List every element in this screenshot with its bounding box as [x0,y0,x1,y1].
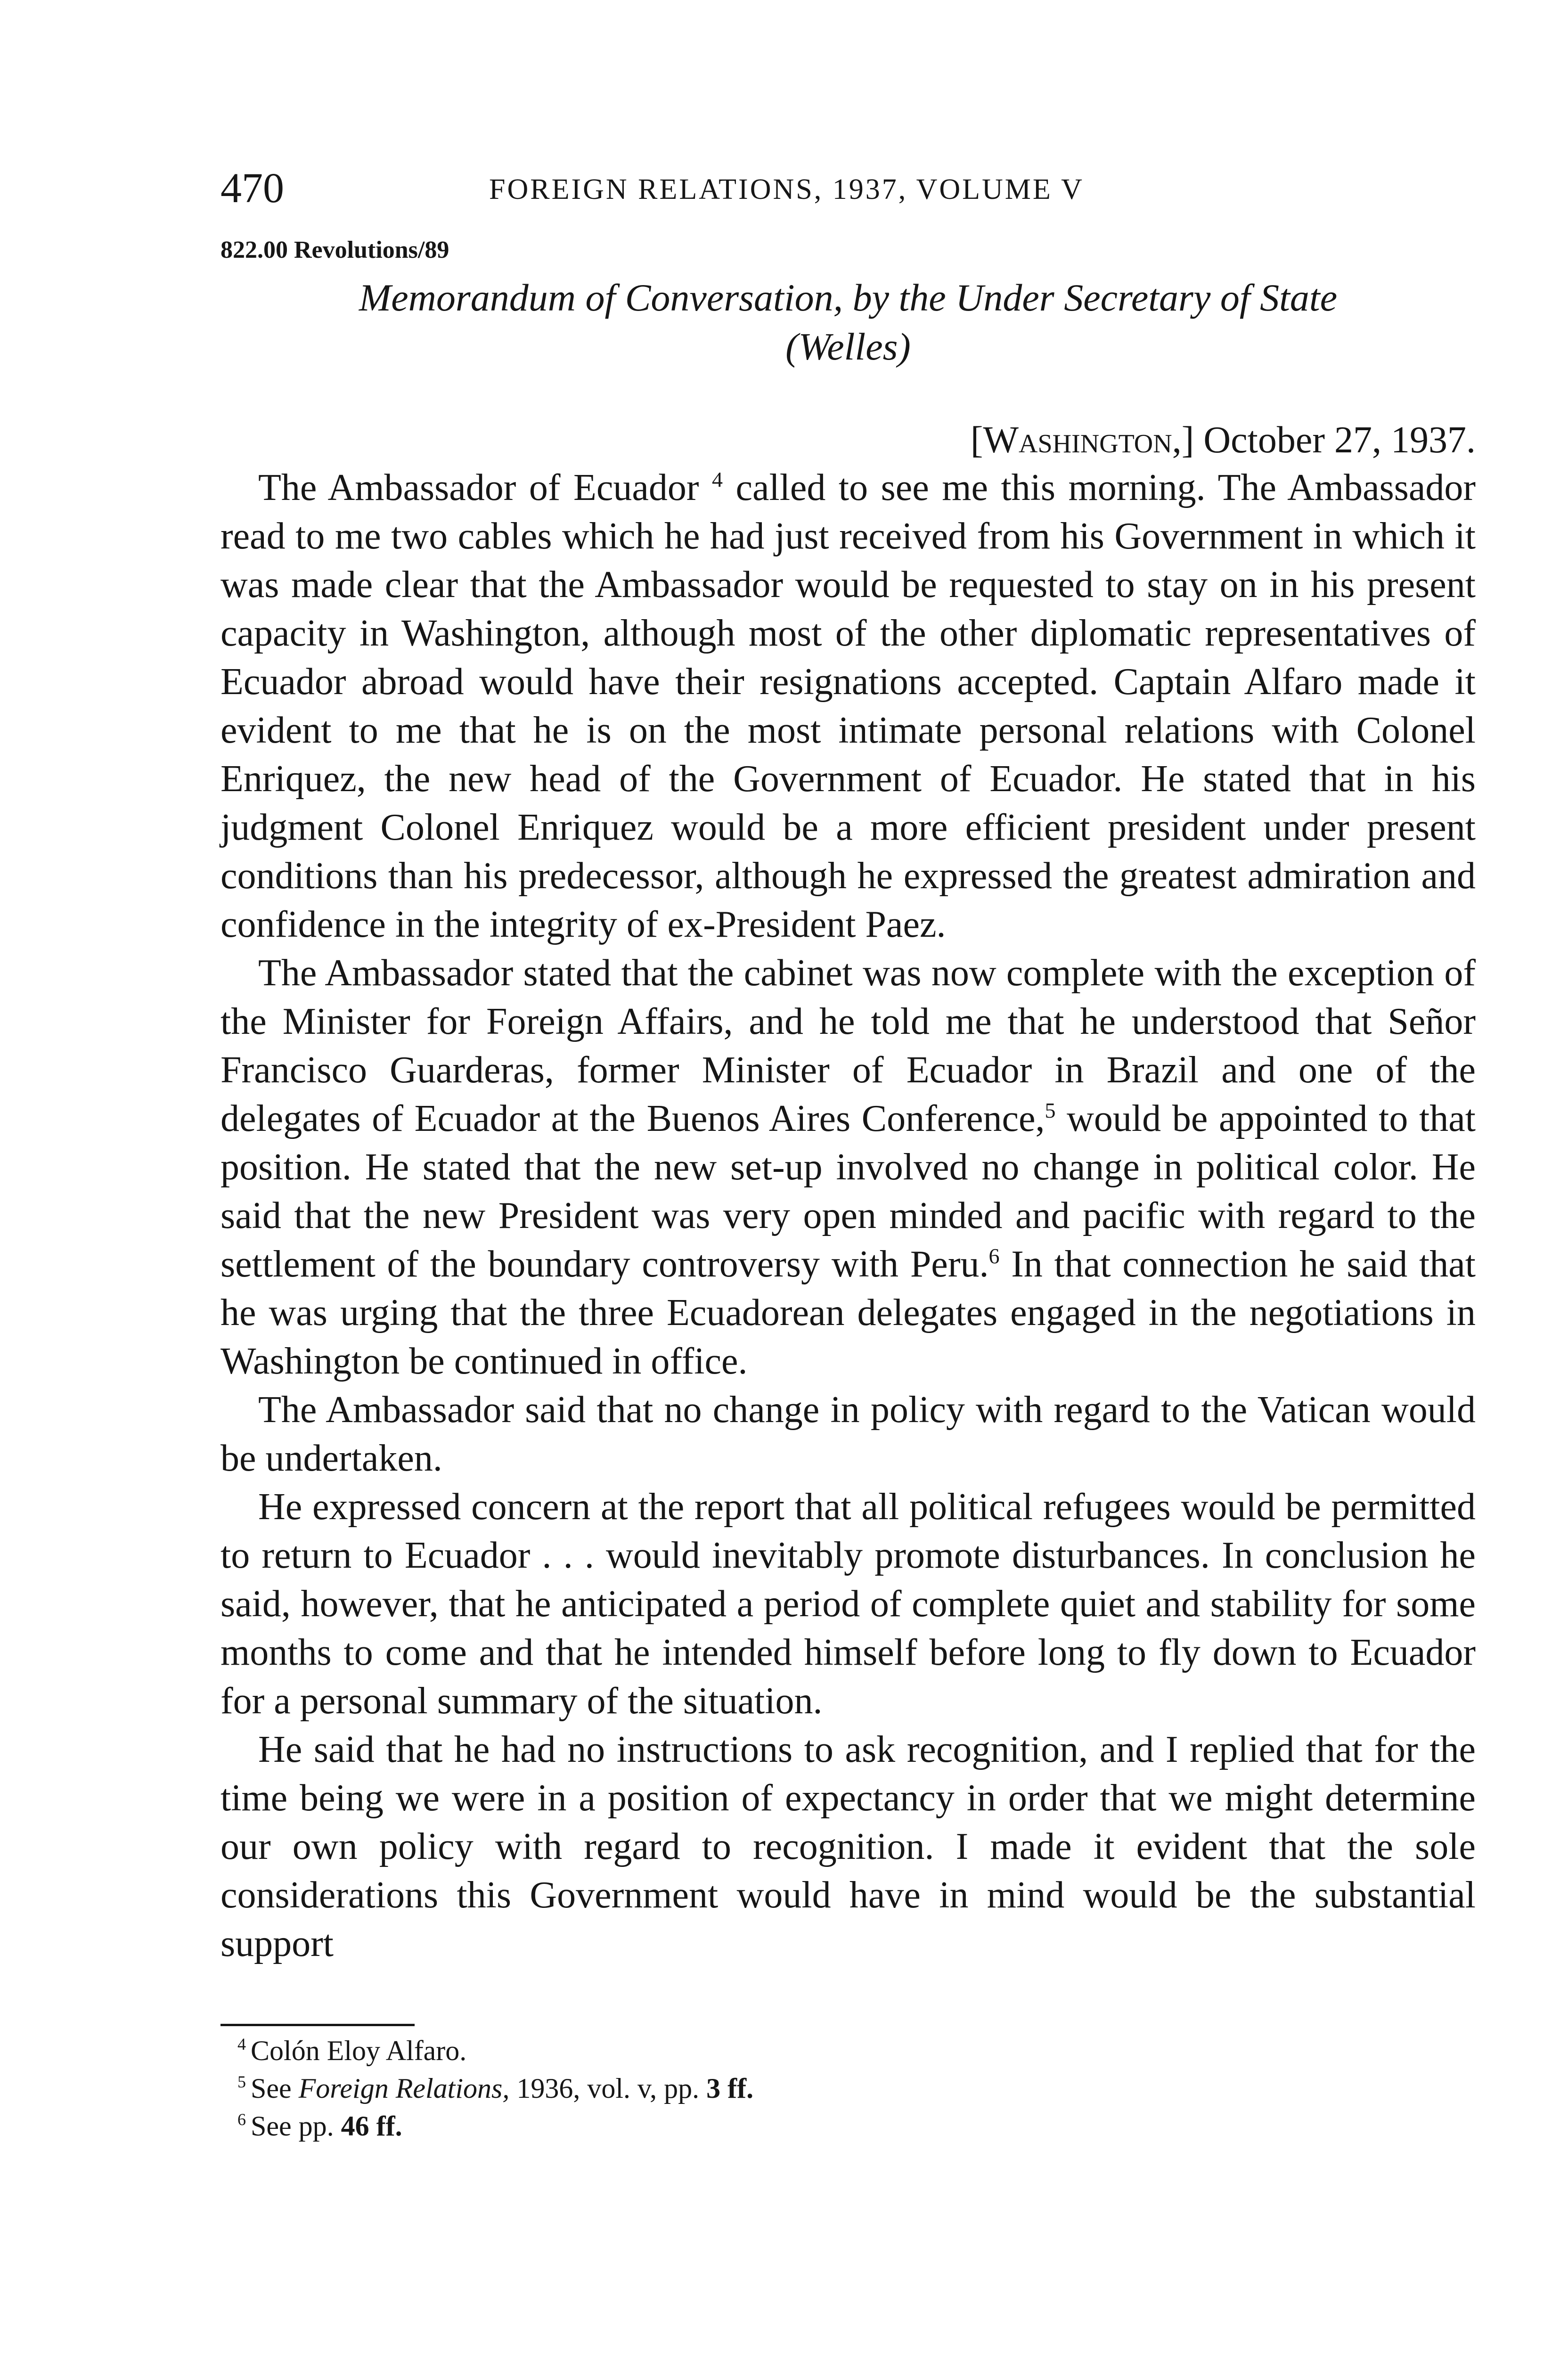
footnote-text: See pp. [251,2111,341,2142]
paragraph-5: He said that he had no instructions to ask recognition, and I replied that for the time being we were in a position of expectancy in order that we might determine our own policy with regard to recognition. I made it evident that the sole considerations this Government would have in mind would be the substantial support [220,1729,1476,1964]
paragraph-text: The Ambassador stated that the cabinet was now complete with the exception of the Minister for Foreign Affairs, and he told me that he understood that Señor Francisco Guarderas, former Minister of Ecuador in Brazil and one of the delegates of Ecuador at the Buenos Aires Conference, [220,952,1476,1139]
footnote-text: 1936, vol. v, pp. [509,2073,707,2104]
running-head [220,160,1476,217]
footnote-number: 5 [237,2072,246,2091]
footnote-5 [237,2070,1476,2107]
paragraph-1 [220,464,1476,949]
paragraph-text: In that connection he said that he was urging that the three Ecuadorean delegates engaged in the negotiations in Washington be continued in office. [220,1243,1476,1382]
paragraph-text: called to see me this morning. The Ambassador read to me two cables which he had just received from his Government in which it was made clear that the Ambassador would be requested to stay on in his present capacity in Washington, although most of the other diplomatic representatives of Ecuador abroad would have their resignations accepted. Captain Alfaro made it evident to me that he is on the most intimate personal relations with Colonel Enriquez, the new head of the Government of Ecuador. He stated that in his judgment Colonel Enriquez would be a more efficient president under present conditions than his predecessor, although he expressed the greatest admiration and confidence in the integrity of ex-President Paez. [220,467,1476,945]
footnote-number: 6 [237,2110,246,2129]
footnote-divider [220,2024,415,2026]
memo-title-line-2: (Welles) [785,325,911,368]
footnote-marker-6: 6 [988,1244,1000,1268]
paragraph-text: would be appointed to that position. He stated that the new set-up involved no change in political color. He said that the new President was very open minded and pacific with regard to the settlement of the boundary controversy with Peru. [220,1098,1476,1285]
footnote-6 [237,2107,1476,2145]
memo-place: Washington, [983,419,1182,461]
memo-body [220,464,1476,1968]
footnote-4 [237,2032,1476,2070]
footnotes [237,2032,1476,2145]
running-head-title: FOREIGN RELATIONS, 1937, VOLUME V [489,173,1084,205]
memo-title [220,273,1476,371]
page-number: 470 [220,165,284,212]
footnote-page-ref: 3 ff. [706,2073,754,2104]
paragraph-2 [220,949,1476,1386]
paragraph-3: The Ambassador said that no change in policy with regard to the Vatican would be undertaken. [220,1389,1476,1479]
footnote-source-title: Foreign Relations, [298,2073,510,2104]
footnote-text: See [251,2073,299,2104]
paragraph-text: The Ambassador of Ecuador [258,467,699,508]
memo-title-line-1: Memorandum of Conversation, by the Under Secretary of State [359,276,1338,319]
footnote-marker-5: 5 [1045,1098,1056,1122]
footnote-page-ref: 46 ff. [341,2111,402,2142]
footnote-number: 4 [237,2035,246,2053]
place-date-line: [Washington,] October 27, 1937. [970,419,1476,461]
memo-date: October 27, 1937. [1203,419,1476,461]
paragraph-4: He expressed concern at the report that all political refugees would be permitted to return to Ecuador . . . would inevitably promote disturbances. In conclusion he said, however, that he anticipated a period of complete quiet and stability for some months to come and that he intended himself before long to fly down to Ecuador for a personal summary of the situation. [220,1486,1476,1722]
footnote-marker-4: 4 [711,467,723,491]
footnote-text: Colón Eloy Alfaro. [251,2035,467,2066]
file-reference: 822.00 Revolutions/89 [220,237,449,263]
document-page [220,160,1476,2145]
